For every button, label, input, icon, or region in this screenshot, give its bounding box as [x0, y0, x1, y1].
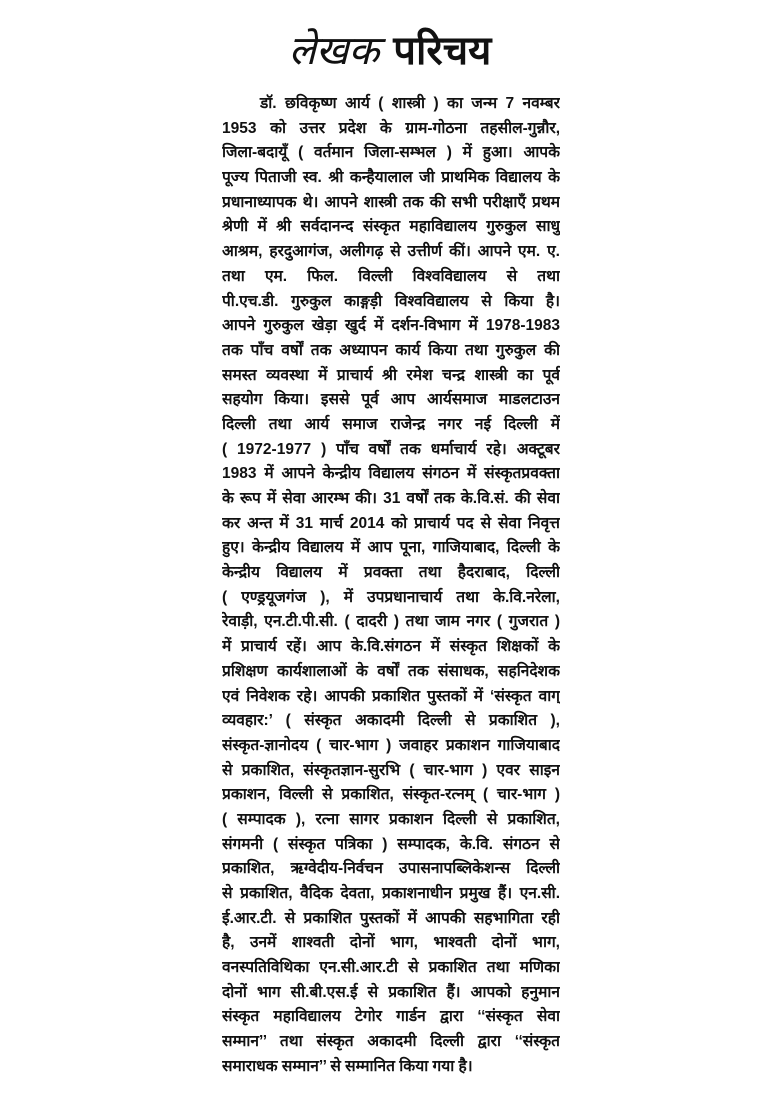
- text-line: व्यवहार:’ ( संस्कृत अकादमी दिल्ली से प्रकाशित ),: [222, 712, 560, 730]
- text-line: है, उनमें शाश्वती दोनों भाग, भाश्वती दोनों भाग,: [222, 934, 560, 952]
- text-line: में प्राचार्य रहें। आप के.वि.संगठन में संस्कृत शिक्षकों के: [222, 638, 560, 656]
- text-line: संगमनी ( संस्कृत पत्रिका ) सम्पादक, के.वि. संगठन से: [222, 835, 560, 853]
- page-title: [0, 26, 780, 76]
- text-line: समस्त व्यवस्था में प्राचार्य श्री रमेश चन्द्र शास्त्री का पूर्व: [222, 366, 560, 384]
- text-line: तथा एम. फिल. विल्ली विश्वविद्यालय से तथा: [222, 267, 560, 285]
- text-line: प्रकाशन, विल्ली से प्रकाशित, संस्कृत-रत्नम् ( चार-भाग ): [222, 786, 560, 804]
- title-word-lekhak: लेखक: [288, 29, 380, 73]
- text-line: दिल्ली तथा आर्य समाज राजेन्द्र नगर नई दिल्ली में: [222, 415, 560, 433]
- text-line: ( एण्ड्रयूजगंज ), में उपप्रधानाचार्य तथा के.वि.नरेला,: [222, 588, 560, 606]
- text-line: से प्रकाशित, वैदिक देवता, प्रकाशनाधीन प्रमुख हैं। एन.सी.: [222, 885, 560, 902]
- text-line: संस्कृत महाविद्यालय टेगोर गार्डन द्वारा ‘‘संस्कृत सेवा: [222, 1008, 560, 1026]
- text-line: ई.आर.टी. से प्रकाशित पुस्तकों में आपकी सहभागिता रही: [222, 909, 560, 927]
- text-line: आश्रम, हरदुआगंज, अलीगढ़ से उत्तीर्ण कीं। आपने एम. ए.: [222, 243, 560, 261]
- title-word-parichay: परिचय: [393, 29, 492, 73]
- text-line: आपने गुरुकुल खेड़ा खुर्द में दर्शन-विभाग में 1978-1983: [222, 317, 560, 335]
- text-line: के रूप में सेवा आरम्भ की। 31 वर्षों तक के.वि.सं. की सेवा: [222, 490, 560, 507]
- text-line: प्रशिक्षण कार्यशालाओं के वर्षों तक संसाधक, सहनिदेशक: [222, 662, 560, 680]
- text-line: सम्मान’’ तथा संस्कृत अकादमी दिल्ली द्वारा ‘‘संस्कृत: [222, 1033, 560, 1051]
- text-line: से प्रकाशित, संस्कृतज्ञान-सुरभि ( चार-भाग ) एवर साइन: [222, 761, 560, 779]
- text-line: एवं निवेशक रहे। आपकी प्रकाशित पुस्तकों में ‘संस्कृत वाग्: [222, 687, 560, 705]
- text-line: 1983 में आपने केन्द्रीय विद्यालय संगठन में संस्कृतप्रवक्ता: [222, 465, 560, 483]
- text-line: पूज्य पिताजी स्व. श्री कन्हैयालाल जी प्राथमिक विद्यालय के: [222, 169, 560, 187]
- text-line: रेवाड़ी, एन.टी.पी.सी. ( दादरी ) तथा जाम नगर ( गुजरात ): [222, 613, 560, 631]
- author-bio-paragraph: [222, 92, 560, 1080]
- text-line: हुए। केन्द्रीय विद्यालय में आप पूना, गाजियाबाद, दिल्ली के: [222, 539, 560, 557]
- text-line: वनस्पतिविथिका एन.सी.आर.टी से प्रकाशित तथा मणिका: [222, 959, 560, 977]
- text-line: सहयोग किया। इससे पूर्व आप आर्यसमाज माडलटाउन: [222, 391, 560, 409]
- text-line: डॉ. छविकृष्ण आर्य ( शास्त्री ) का जन्म 7 नवम्बर: [260, 95, 560, 112]
- text-line: ( 1972-1977 ) पाँच वर्षों तक धर्माचार्य रहे। अक्टूबर: [222, 440, 560, 458]
- text-line: दोनों भाग सी.बी.एस.ई से प्रकाशित हैं। आपको हनुमान: [222, 983, 560, 1001]
- text-line: 1953 को उत्तर प्रदेश के ग्राम-गोठना तहसील-गुन्नौर,: [222, 119, 560, 137]
- text-line: कर अन्त में 31 मार्च 2014 को प्राचार्य पद से सेवा निवृत्त: [222, 514, 560, 532]
- text-line: पी.एच.डी. गुरुकुल काङ्गड़ी विश्वविद्यालय से किया है।: [222, 292, 560, 310]
- text-line: केन्द्रीय विद्यालय में प्रवक्ता तथा हैदराबाद, दिल्ली: [222, 564, 560, 582]
- text-line: प्रकाशित, ऋग्वेदीय-निर्वचन उपासनापब्लिकेशन्स दिल्ली: [222, 860, 560, 878]
- text-line: संस्कृत-ज्ञानोदय ( चार-भाग ) जवाहर प्रकाशन गाजियाबाद: [222, 736, 560, 754]
- text-line: प्रधानाध्यापक थे। आपने शास्त्री तक की सभी परीक्षाएँ प्रथम: [222, 193, 560, 211]
- text-line: जिला-बदायूँ ( वर्तमान जिला-सम्भल ) में हुआ। आपके: [222, 144, 560, 162]
- text-line: समाराधक सम्मान’’ से सम्मानित किया गया है।: [222, 1057, 473, 1075]
- text-line: श्रेणी में श्री सर्वदानन्द संस्कृत महाविद्यालय गुरुकुल साधु: [222, 218, 560, 236]
- text-line: तक पाँच वर्षों तक अध्यापन कार्य किया तथा गुरुकुल की: [222, 341, 560, 359]
- text-line: ( सम्पादक ), रत्ना सागर प्रकाशन दिल्ली से प्रकाशित,: [222, 810, 560, 828]
